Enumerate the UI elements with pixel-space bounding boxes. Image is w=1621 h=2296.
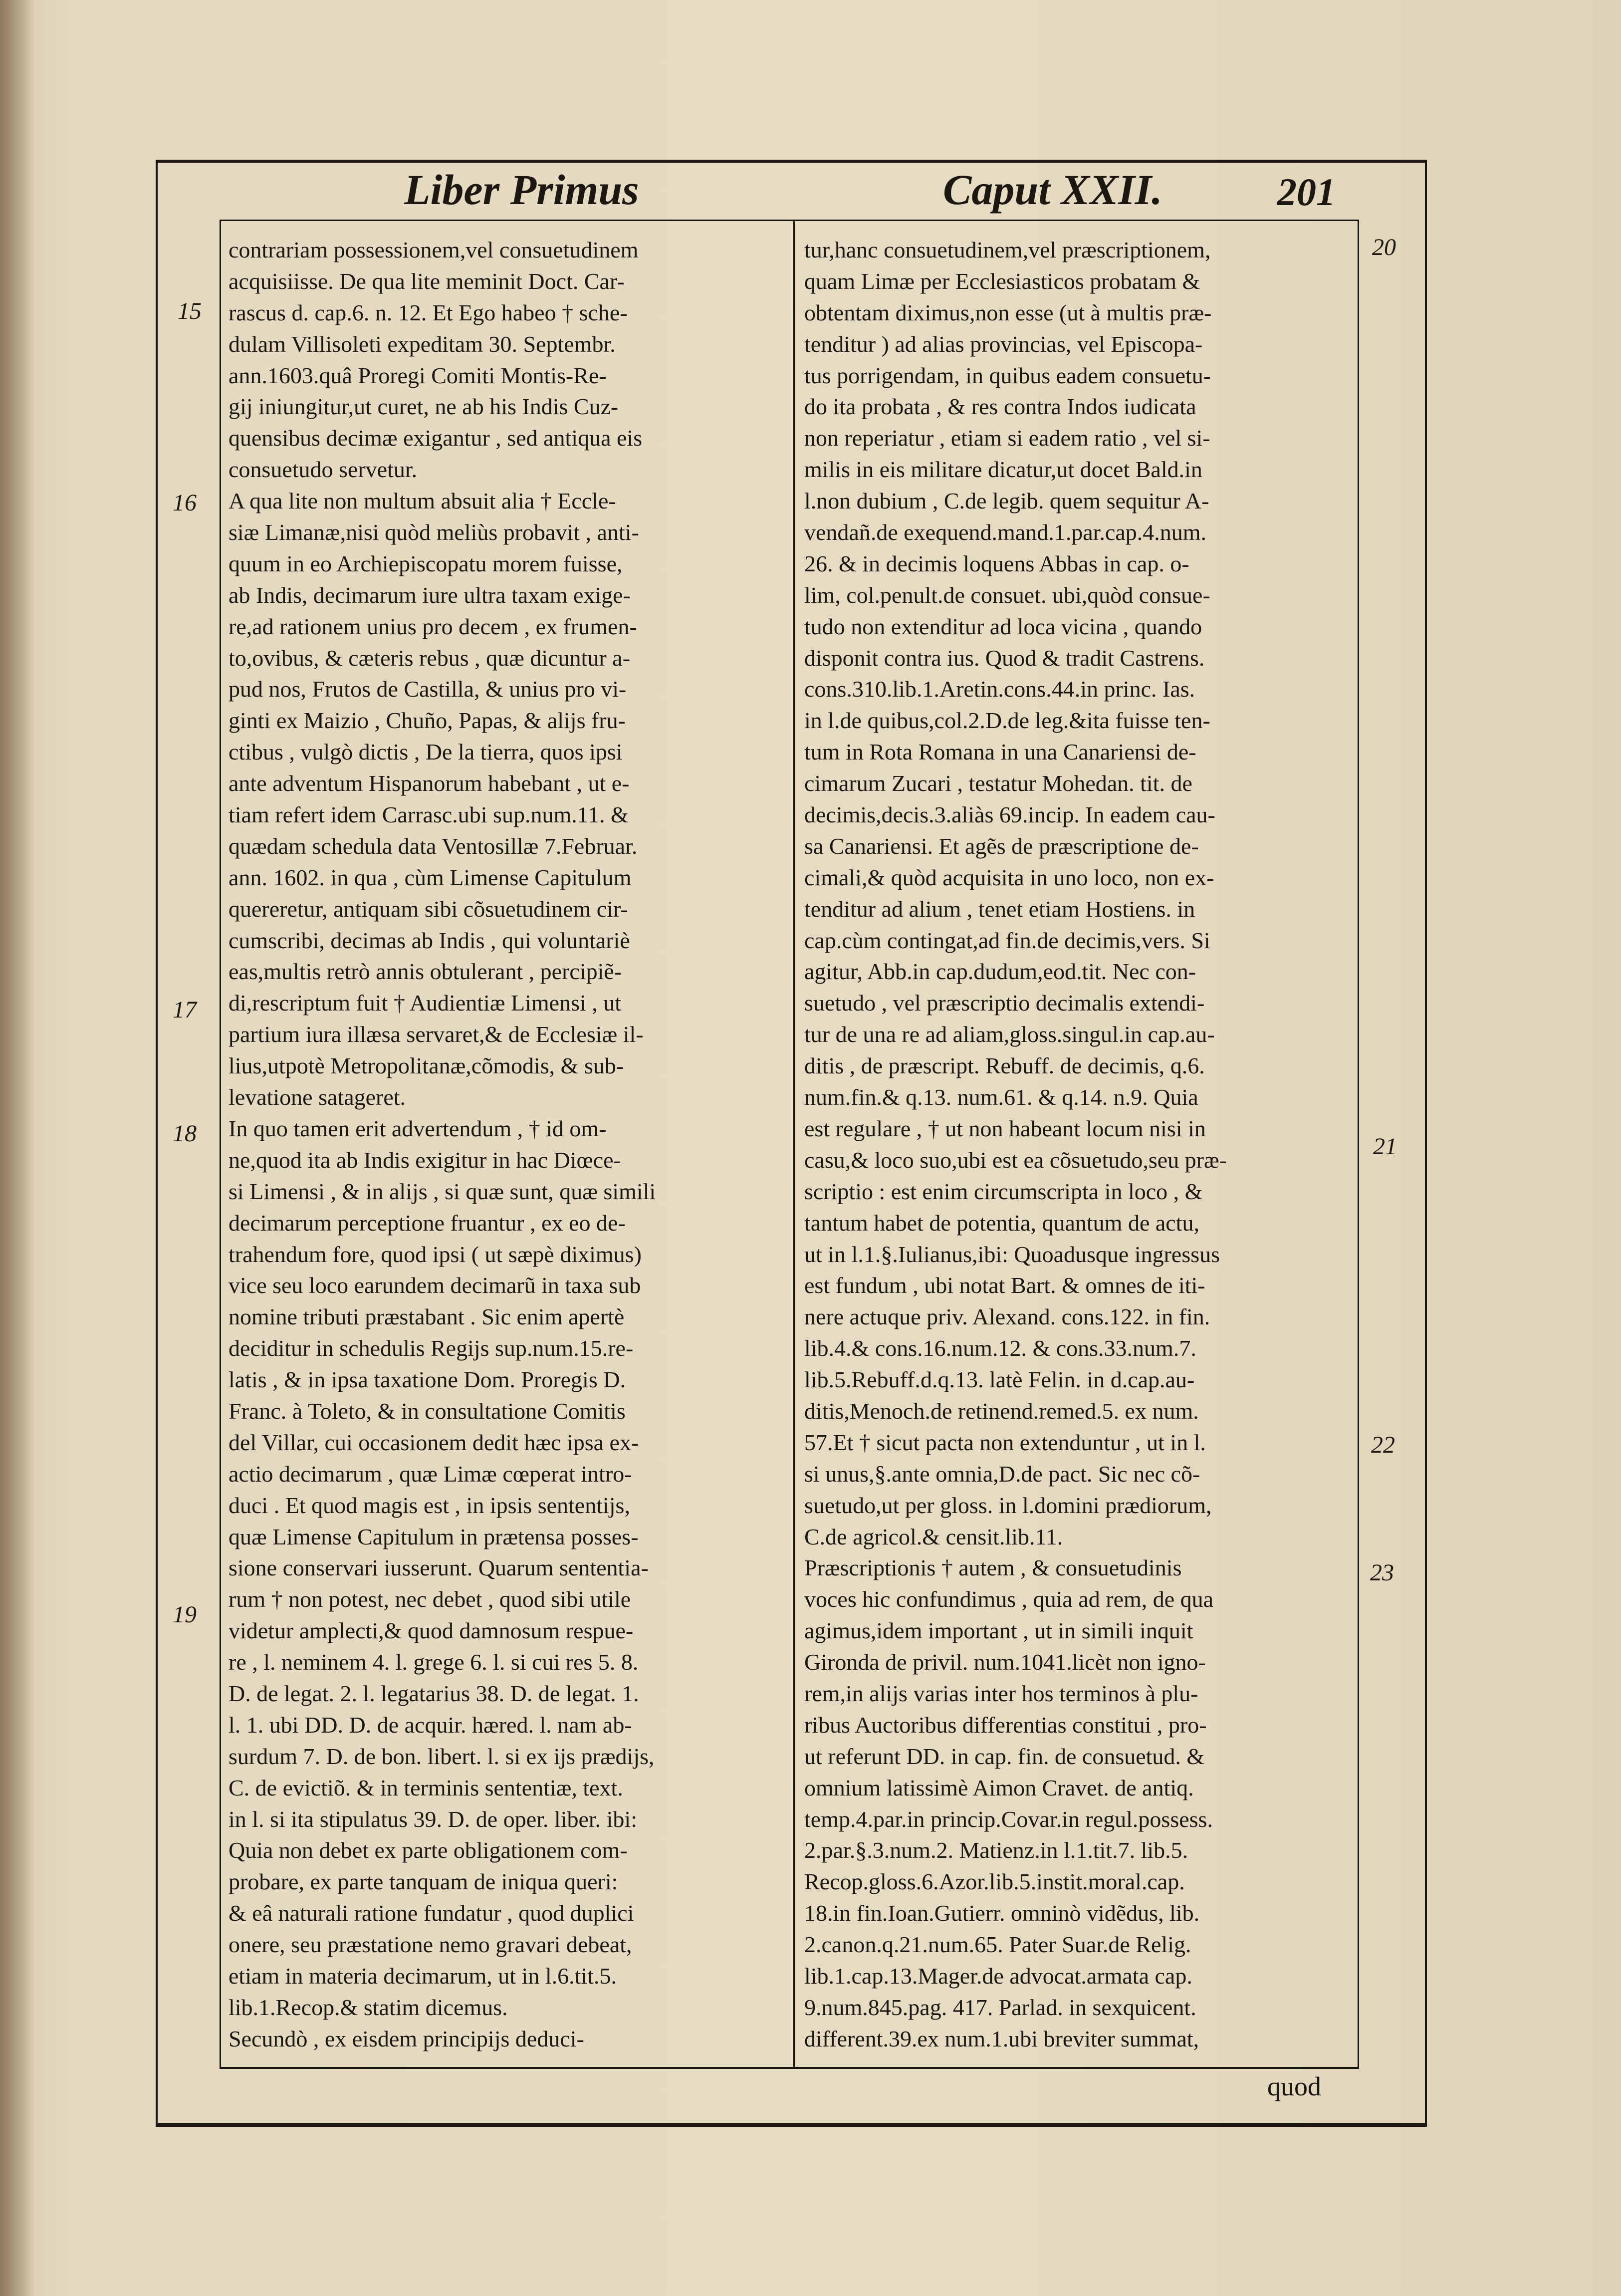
catchword: quod: [1267, 2071, 1321, 2101]
margin-number: 15: [178, 298, 202, 324]
text-line: cons.310.lib.1.Aretin.cons.44.in princ. Ias.: [804, 676, 1195, 702]
text-line: ab Indis, decimarum iure ultra taxam exige-: [229, 582, 631, 608]
text-line: 2.par.§.3.num.2. Matienz.in l.1.tit.7. lib.5.: [804, 1837, 1188, 1863]
text-line: acquisiisse. De qua lite meminit Doct. Car-: [229, 268, 625, 294]
text-line: si Limensi , & in alijs , si quæ sunt, quæ simili: [229, 1178, 656, 1204]
text-line: quæ Limense Capitulum in prætensa posses-: [229, 1524, 639, 1549]
text-line: agitur, Abb.in cap.dudum,eod.tit. Nec con-: [804, 959, 1196, 985]
text-line: rem,in alijs varias inter hos terminos à plu-: [804, 1680, 1198, 1706]
text-line: pud nos, Frutos de Castilla, & unius pro vi-: [229, 676, 627, 702]
text-line: ut in l.1.§.Iulianus,ibi: Quoadusque ingressus: [804, 1241, 1220, 1267]
text-line: tus porrigendam, in quibus eadem consuetu-: [804, 362, 1211, 388]
text-line: scriptio : est enim circumscripta in loco , &: [804, 1178, 1203, 1204]
text-line: cap.cùm contingat,ad fin.de decimis,vers. Si: [804, 927, 1210, 953]
text-line: quum in eo Archiepiscopatu morem fuisse,: [229, 550, 623, 576]
text-line: 2.canon.q.21.num.65. Pater Suar.de Relig.: [804, 1932, 1191, 1958]
text-line: actio decimarum , quæ Limæ cœperat intro-: [229, 1461, 632, 1487]
text-line: sione conservari iusserunt. Quarum sententia-: [229, 1555, 649, 1581]
text-line: non reperiatur , etiam si eadem ratio , vel si-: [804, 425, 1210, 451]
text-line: ctibus , vulgò dictis , De la tierra, quos ipsi: [229, 739, 623, 765]
text-line: gij iniungitur,ut curet, ne ab his Indis Cuz-: [229, 394, 619, 420]
text-line: ditis , de præscript. Rebuff. de decimis, q.6.: [804, 1053, 1205, 1079]
text-line: tantum habet de potentia, quantum de actu,: [804, 1210, 1199, 1236]
text-line: temp.4.par.in princip.Covar.in regul.possess.: [804, 1806, 1213, 1832]
text-line: cimarum Zucari , testatur Mohedan. tit. de: [804, 770, 1192, 796]
text-line: in l. si ita stipulatus 39. D. de oper. liber. ibi:: [229, 1806, 637, 1832]
text-line: Præscriptionis † autem , & consuetudinis: [804, 1555, 1182, 1581]
text-line: ante adventum Hispanorum habebant , ut e-: [229, 770, 630, 796]
text-line: trahendum fore, quod ipsi ( ut sæpè diximus): [229, 1241, 642, 1267]
text-line: cumscribi, decimas ab Indis , qui voluntariè: [229, 927, 630, 953]
text-line: casu,& loco suo,ubi est ea cõsuetudo,seu præ-: [804, 1147, 1227, 1173]
column-divider: [793, 220, 795, 2069]
text-line: videtur amplecti,& quod damnosum respue-: [229, 1618, 634, 1644]
text-line: tenditur ) ad alias provincias, vel Episcopa-: [804, 331, 1203, 357]
text-line: partium iura illæsa servaret,& de Ecclesiæ il-: [229, 1021, 644, 1047]
text-line: lib.5.Rebuff.d.q.13. latè Felin. in d.cap.au-: [804, 1367, 1195, 1393]
text-line: ditis,Menoch.de retinend.remed.5. ex num.: [804, 1398, 1199, 1424]
text-line: quensibus decimæ exigantur , sed antiqua eis: [229, 425, 643, 451]
margin-number: 18: [173, 1120, 197, 1147]
text-line: contrariam possessionem,vel consuetudinem: [229, 237, 639, 262]
text-line: A qua lite non multum absuit alia † Eccle-: [229, 488, 616, 514]
text-line: rascus d. cap.6. n. 12. Et Ego habeo † sche-: [229, 299, 628, 325]
text-line: eas,multis retrò annis obtulerant , percipiẽ-: [229, 959, 622, 985]
text-line: si unus,§.ante omnia,D.de pact. Sic nec cõ-: [804, 1461, 1200, 1487]
text-line: probare, ex parte tanquam de iniqua queri:: [229, 1869, 618, 1895]
text-line: 18.in fin.Ioan.Gutierr. omninò vidẽdus, lib.: [804, 1900, 1200, 1926]
text-line: ut referunt DD. in cap. fin. de consuetud. &: [804, 1743, 1205, 1769]
text-line: onere, seu præstatione nemo gravari debeat,: [229, 1932, 632, 1958]
text-line: quam Limæ per Ecclesiasticos probatam &: [804, 268, 1200, 294]
text-line: D. de legat. 2. l. legatarius 38. D. de legat. 1.: [229, 1680, 639, 1706]
bottom-rule-inner: [220, 2067, 1359, 2069]
text-line: Quia non debet ex parte obligationem com-: [229, 1837, 628, 1863]
text-line: 9.num.845.pag. 417. Parlad. in sexquicent.: [804, 1994, 1196, 2020]
text-line: tum in Rota Romana in una Canariensi de-: [804, 739, 1196, 765]
text-line: etiam in materia decimarum, ut in l.6.tit.5.: [229, 1963, 617, 1989]
text-line: 26. & in decimis loquens Abbas in cap. o-: [804, 550, 1189, 576]
text-line: dulam Villisoleti expeditam 30. Septembr.: [229, 331, 616, 357]
text-line: ribus Auctoribus differentias constitui , pro-: [804, 1712, 1207, 1738]
text-line: lius,utpotè Metropolitanæ,cõmodis, & sub-: [229, 1053, 624, 1079]
text-line: di,rescriptum fuit † Audientiæ Limensi , ut: [229, 990, 622, 1016]
text-line: obtentam diximus,non esse (ut à multis præ-: [804, 299, 1212, 325]
text-line: ginti ex Maizio , Chuño, Papas, & alijs fru-: [229, 708, 626, 734]
text-line: & eâ naturali ratione fundatur , quod duplici: [229, 1900, 634, 1926]
text-line: Franc. à Toleto, & in consultatione Comitis: [229, 1398, 626, 1424]
text-line: omnium latissimè Aimon Cravet. de antiq.: [804, 1775, 1194, 1800]
text-line: ann. 1602. in qua , cùm Limense Capitulum: [229, 864, 632, 890]
margin-number: 23: [1370, 1559, 1394, 1586]
text-line: re,ad rationem unius pro decem , ex frumen-: [229, 613, 637, 639]
text-line: lib.1.cap.13.Mager.de advocat.armata cap.: [804, 1963, 1192, 1989]
text-line: suetudo,ut per gloss. in l.domini prædiorum,: [804, 1492, 1212, 1518]
text-line: tur de una re ad aliam,gloss.singul.in cap.au-: [804, 1021, 1215, 1047]
text-line: sa Canariensi. Et agẽs de præscriptione de-: [804, 833, 1199, 859]
text-line: vendañ.de exequend.mand.1.par.cap.4.num.: [804, 519, 1207, 545]
text-line: rum † non potest, nec debet , quod sibi utile: [229, 1586, 631, 1612]
text-line: re , l. neminem 4. l. grege 6. l. si cui res 5. 8.: [229, 1649, 639, 1675]
text-line: C.de agricol.& censit.lib.11.: [804, 1524, 1063, 1549]
text-line: nomine tributi præstabant . Sic enim apertè: [229, 1304, 625, 1330]
text-line: suetudo , vel præscriptio decimalis extendi-: [804, 990, 1205, 1016]
text-line: decimis,decis.3.aliàs 69.incip. In eadem cau-: [804, 802, 1215, 828]
text-line: duci . Et quod magis est , in ipsis sententijs,: [229, 1492, 630, 1518]
margin-number: 20: [1372, 234, 1396, 260]
text-line: tudo non extenditur ad loca vicina , quando: [804, 613, 1202, 639]
text-line: tenditur ad alium , tenet etiam Hostiens. in: [804, 896, 1195, 922]
text-line: siæ Limanæ,nisi quòd meliùs probavit , anti-: [229, 519, 639, 545]
right-text-column: [804, 235, 1351, 2055]
text-line: latis , & in ipsa taxatione Dom. Proregis D.: [229, 1367, 626, 1393]
text-line: nere actuque priv. Alexand. cons.122. in fin.: [804, 1304, 1210, 1330]
text-line: in l.de quibus,col.2.D.de leg.&ita fuisse ten-: [804, 708, 1210, 734]
text-line: levatione satageret.: [229, 1084, 406, 1110]
text-line: del Villar, cui occasionem dedit hæc ipsa ex-: [229, 1429, 639, 1455]
text-line: decimarum perceptione fruantur , ex eo de-: [229, 1210, 626, 1236]
text-line: Recop.gloss.6.Azor.lib.5.instit.moral.cap.: [804, 1869, 1185, 1895]
left-text-column: [229, 235, 787, 2055]
text-line: tur,hanc consuetudinem,vel præscriptionem,: [804, 237, 1211, 262]
page-number: 201: [1277, 170, 1336, 214]
margin-number: 21: [1373, 1133, 1397, 1160]
bottom-rule: [156, 2123, 1427, 2127]
running-title-right: Caput XXII.: [943, 166, 1162, 214]
text-line: l. 1. ubi DD. D. de acquir. hæred. l. nam ab-: [229, 1712, 632, 1738]
text-line: agimus,idem important , ut in simili inquit: [804, 1618, 1193, 1644]
gutter-shadow: [0, 0, 35, 2296]
text-line: ann.1603.quâ Proregi Comiti Montis-Re-: [229, 362, 607, 388]
text-line: C. de evictiõ. & in terminis sententiæ, text.: [229, 1775, 623, 1800]
running-title-left: Liber Primus: [404, 166, 639, 214]
text-line: to,ovibus, & cæteris rebus , quæ dicuntur a-: [229, 645, 630, 671]
text-line: Secundò , ex eisdem principijs deduci-: [229, 2026, 584, 2051]
text-line: est regulare , † ut non habeant locum nisi in: [804, 1115, 1206, 1141]
margin-number: 22: [1371, 1432, 1395, 1458]
margin-number: 16: [173, 490, 197, 516]
text-line: quædam schedula data Ventosillæ 7.Februar.: [229, 833, 638, 859]
text-line: In quo tamen erit advertendum , † id om-: [229, 1115, 607, 1141]
text-line: lib.1.Recop.& statim dicemus.: [229, 1994, 508, 2020]
text-line: milis in eis militare dicatur,ut docet Bald.in: [804, 457, 1202, 483]
text-line: do ita probata , & res contra Indos iudicata: [804, 394, 1196, 420]
text-line: consuetudo servetur.: [229, 457, 418, 483]
text-line: vice seu loco earundem decimarũ in taxa sub: [229, 1273, 641, 1298]
text-line: ne,quod ita ab Indis exigitur in hac Diœce-: [229, 1147, 621, 1173]
text-line: tiam refert idem Carrasc.ubi sup.num.11. &: [229, 802, 629, 828]
text-line: quereretur, antiquam sibi cõsuetudinem cir-: [229, 896, 628, 922]
text-line: est fundum , ubi notat Bart. & omnes de iti-: [804, 1273, 1205, 1298]
text-line: voces hic confundimus , quia ad rem, de qua: [804, 1586, 1214, 1612]
text-line: 57.Et † sicut pacta non extenduntur , ut in l.: [804, 1429, 1206, 1455]
text-line: num.fin.& q.13. num.61. & q.14. n.9. Quia: [804, 1084, 1198, 1110]
margin-number: 17: [173, 997, 197, 1023]
text-line: lib.4.& cons.16.num.12. & cons.33.num.7.: [804, 1335, 1196, 1361]
text-line: cimali,& quòd acquisita in uno loco, non ex-: [804, 864, 1214, 890]
margin-number: 19: [173, 1601, 197, 1628]
text-line: l.non dubium , C.de legib. quem sequitur A-: [804, 488, 1209, 514]
text-line: different.39.ex num.1.ubi breviter summat,: [804, 2026, 1199, 2051]
text-line: disponit contra ius. Quod & tradit Castrens.: [804, 645, 1205, 671]
text-line: surdum 7. D. de bon. libert. l. si ex ijs prædijs,: [229, 1743, 655, 1769]
text-line: Gironda de privil. num.1041.licèt non igno-: [804, 1649, 1206, 1675]
text-line: lim, col.penult.de consuet. ubi,quòd consue-: [804, 582, 1210, 608]
text-line: deciditur in schedulis Regijs sup.num.15.re-: [229, 1335, 634, 1361]
